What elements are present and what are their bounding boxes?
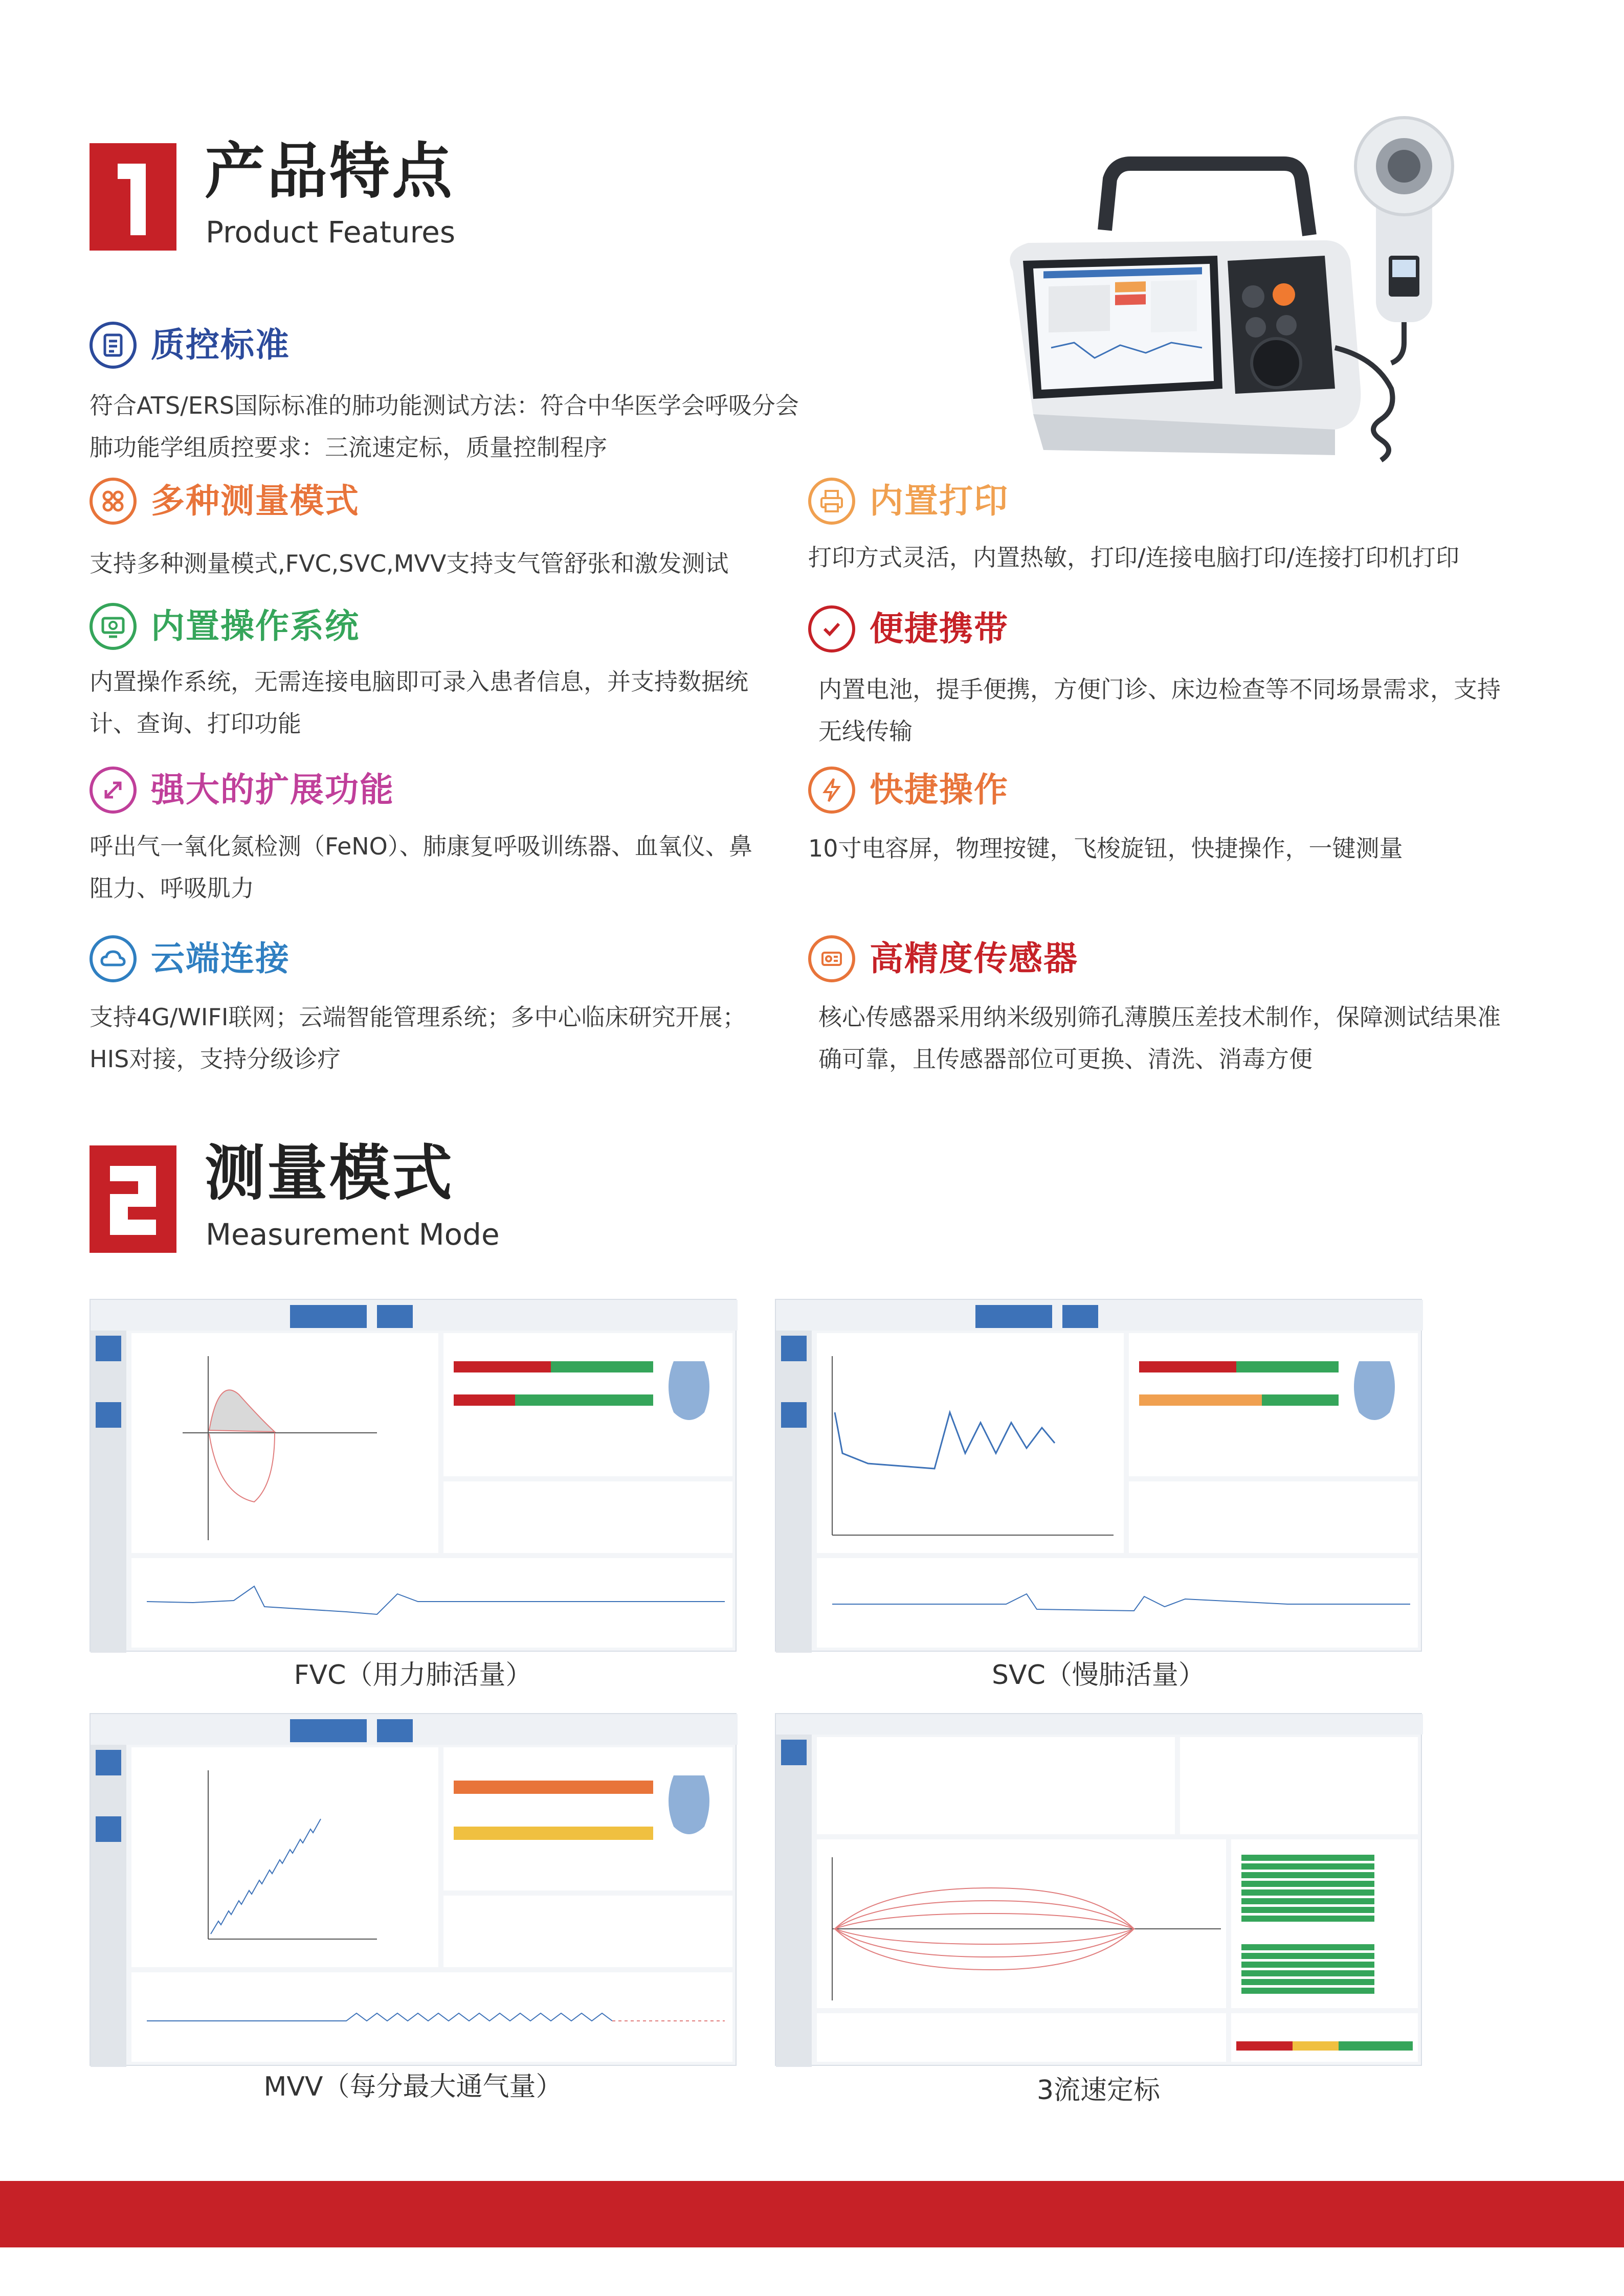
feature-quick-operation: [808, 762, 1534, 869]
fvc-screenshot: [90, 1299, 737, 1652]
feature-description: 呼出气一氧化氮检测（FeNO）、肺康复呼吸训练器、血氧仪、鼻阻力、呼吸肌力: [90, 832, 752, 902]
check-circle-icon: [808, 605, 855, 652]
feature-description: 符合ATS/ERS国际标准的肺功能测试方法：符合中华医学会呼吸分会肺功能学组质控要求：三流速定标，质量控制程序: [90, 392, 799, 461]
feature-description: 核心传感器采用纳米级别筛孔薄膜压差技术制作，保障测试结果准确可靠，且传感器部位可更换、清洗、消毒方便: [818, 1003, 1501, 1073]
three-flow-calibration-caption: 3流速定标: [1036, 2075, 1161, 2106]
feature-builtin-print: [808, 473, 1534, 578]
system-gear-icon: [90, 603, 137, 650]
feature-title: 高精度传感器: [870, 939, 1078, 978]
section1-title: 产品特点: [205, 136, 455, 207]
feature-title: 快捷操作: [870, 770, 1009, 809]
document-check-icon: [90, 322, 137, 369]
feature-description: 支持4G/WIFI联网；云端智能管理系统；多中心临床研究开展；HIS对接，支持分级诊疗: [90, 1003, 746, 1073]
printer-icon: [808, 478, 855, 525]
svc-caption: SVC（慢肺活量）: [992, 1660, 1205, 1691]
grid-modes-icon: [90, 478, 137, 525]
svc-screenshot: [775, 1299, 1422, 1652]
feature-builtin-os: [90, 598, 770, 745]
feature-extension: [90, 762, 770, 909]
feature-multiple-modes: [90, 473, 806, 584]
feature-description: 内置电池，提手便携，方便门诊、床边检查等不同场景需求，支持无线传输: [818, 676, 1501, 745]
feature-title: 便捷携带: [870, 609, 1009, 648]
feature-description: 10寸电容屏，物理按键，飞梭旋钮，快捷操作，一键测量: [808, 835, 1403, 862]
expand-arrows-icon: [90, 767, 137, 814]
fvc-caption: FVC（用力肺活量）: [294, 1660, 532, 1691]
feature-title: 多种测量模式: [151, 481, 360, 521]
feature-title: 内置操作系统: [151, 606, 360, 646]
footer-red-bar: [0, 2181, 1624, 2247]
feature-description: 打印方式灵活，内置热敏，打印/连接电脑打印/连接打印机打印: [808, 544, 1459, 571]
feature-portable: [808, 601, 1504, 752]
section2-number-badge: [90, 1145, 176, 1253]
feature-description: 内置操作系统，无需连接电脑即可录入患者信息，并支持数据统计、查询、打印功能: [90, 668, 748, 737]
section2-title: 测量模式: [205, 1138, 455, 1208]
feature-title: 内置打印: [870, 481, 1009, 521]
sensor-icon: [808, 935, 855, 982]
lightning-icon: [808, 767, 855, 814]
section2-subtitle: Measurement Mode: [206, 1217, 500, 1252]
feature-title: 强大的扩展功能: [151, 770, 394, 809]
three-flow-calibration-screenshot: [775, 1713, 1422, 2066]
feature-title: 云端连接: [151, 939, 290, 978]
feature-description: 支持多种测量模式,FVC,SVC,MVV支持支气管舒张和激发测试: [90, 550, 729, 577]
number-one-glyph: [90, 143, 176, 251]
feature-high-precision-sensor: [808, 931, 1504, 1080]
section1-subtitle: Product Features: [206, 215, 456, 250]
feature-title: 质控标准: [151, 325, 290, 365]
feature-cloud: [90, 931, 770, 1080]
mvv-screenshot: [90, 1713, 737, 2066]
number-two-glyph: [90, 1145, 176, 1253]
mvv-caption: MVV（每分最大通气量）: [263, 2072, 563, 2102]
section1-number-badge: [90, 143, 176, 251]
product-image: [956, 102, 1468, 481]
feature-quality-control: [90, 317, 806, 468]
cloud-icon: [90, 935, 137, 982]
